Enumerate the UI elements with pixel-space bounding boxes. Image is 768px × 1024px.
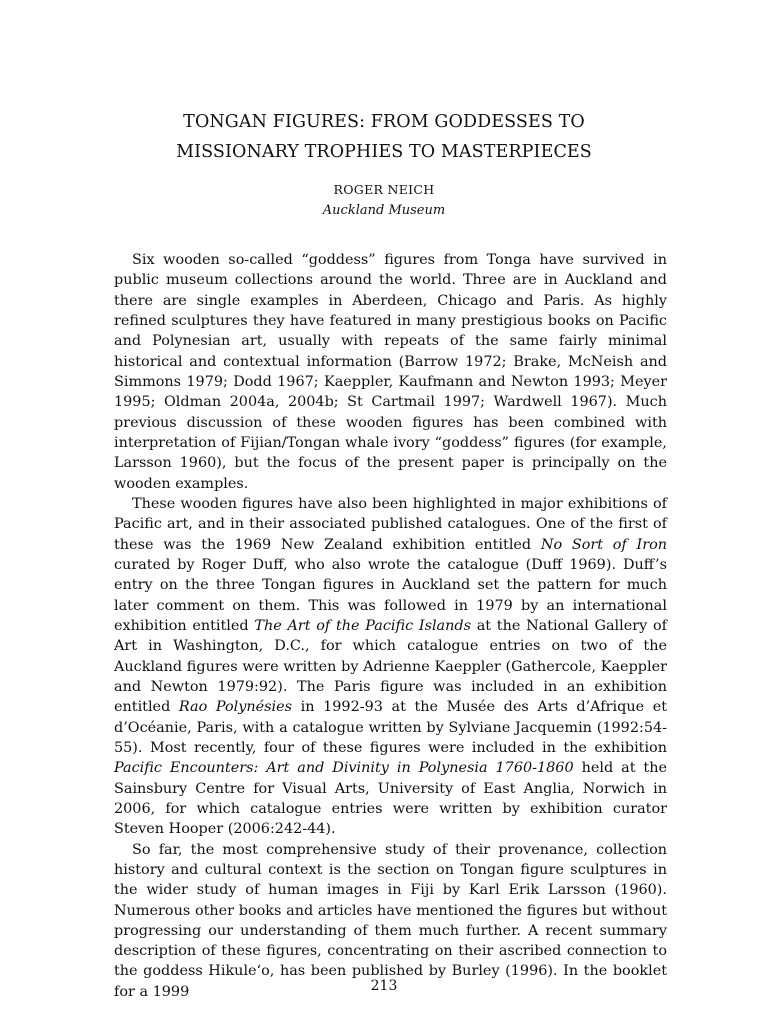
exhibition-title-art-of-pacific-islands: The Art of the Pacific Islands xyxy=(254,617,471,634)
body-text xyxy=(114,250,667,1002)
page-number: 213 xyxy=(370,978,398,994)
paragraph-2 xyxy=(114,494,667,840)
paragraph-1 xyxy=(114,250,667,494)
paragraph-1-text: Six wooden so-called “goddess” figures from Tonga have survived in public museum collections around the world. Three are in Auckland and there are single examples in Aberdeen, Chicago and Paris. As highly refined sculptures they have featured in many prestigious books on Pacific and Polynesian art, usually with repeats of the same fairly minimal historical and contextual information (Barrow 1972; Brake, McNeish and Simmons 1979; Dodd 1967; Kaeppler, Kaufmann and Newton 1993; Meyer 1995; Oldman 2004a, 2004b; St Cartmail 1997; Wardwell 1967). Much previous discussion of these wooden figures has been combined with interpretation of Fijian/Tongan whale ivory “goddess” figures (for example, Larsson 1960), but the focus of the present paper is principally on the wooden examples. xyxy=(114,252,667,492)
paragraph-2-text: These wooden figures have also been highlighted in major exhibitions of Pacific art, and in their associated published catalogues. One of the first of these was the 1969 New Zealand exhibition entitled xyxy=(114,495,667,553)
exhibition-title-rao-polynesies: Rao Polynésies xyxy=(178,699,293,716)
paragraph-2-text: held at the Sainsbury Centre for Visual Arts, University of East Anglia, Norwich in 2006, for which catalogue entries were written by exhibition curator Steven Hooper (2006:242-44). xyxy=(114,760,667,838)
author-affiliation: Auckland Museum xyxy=(322,203,446,218)
title-line-1: TONGAN FIGURES: FROM GODDESSES TO xyxy=(183,112,585,132)
title-line-2: MISSIONARY TROPHIES TO MASTERPIECES xyxy=(176,142,592,162)
exhibition-title-no-sort-of-iron: No Sort of Iron xyxy=(540,536,668,553)
paragraph-3-text: So far, the most comprehensive study of their provenance, collection history and cultural context is the section on Tongan figure sculptures in the wider study of human images in Fiji by Karl Erik Larsson (1960). Numerous other books and articles have mentioned the figures but without progressing our understanding of them much further. A recent summary description of these figures, concentrating on their ascribed connection to the goddess Hikule‘o, has been published by Burley (1996). In the booklet for a 1999 xyxy=(114,841,667,1000)
paragraph-2-text: curated by Roger Duff, who also wrote the catalogue (Duff 1969). Duff’s entry on the three Tongan figures in Auckland set the pattern for much later comment on them. This was followed in 1979 by an international exhibition entitled xyxy=(114,556,667,634)
author-name: ROGER NEICH xyxy=(333,182,435,197)
paragraph-2-text: in 1992-93 at the Musée des Arts d’Afrique et d’Océanie, Paris, with a catalogue written by Sylviane Jacquemin (1992:54-55). Most recently, four of these figures were included in the exhibition xyxy=(114,699,667,756)
exhibition-title-pacific-encounters: Pacific Encounters: Art and Divinity in Polynesia 1760-1860 xyxy=(114,760,574,777)
paragraph-2-text: at the National Gallery of Art in Washington, D.C., for which catalogue entries on two of the Auckland figures were written by Adrienne Kaeppler (Gathercole, Kaeppler and Newton 1979:92). The Paris figure was included in an exhibition entitled xyxy=(114,617,667,716)
